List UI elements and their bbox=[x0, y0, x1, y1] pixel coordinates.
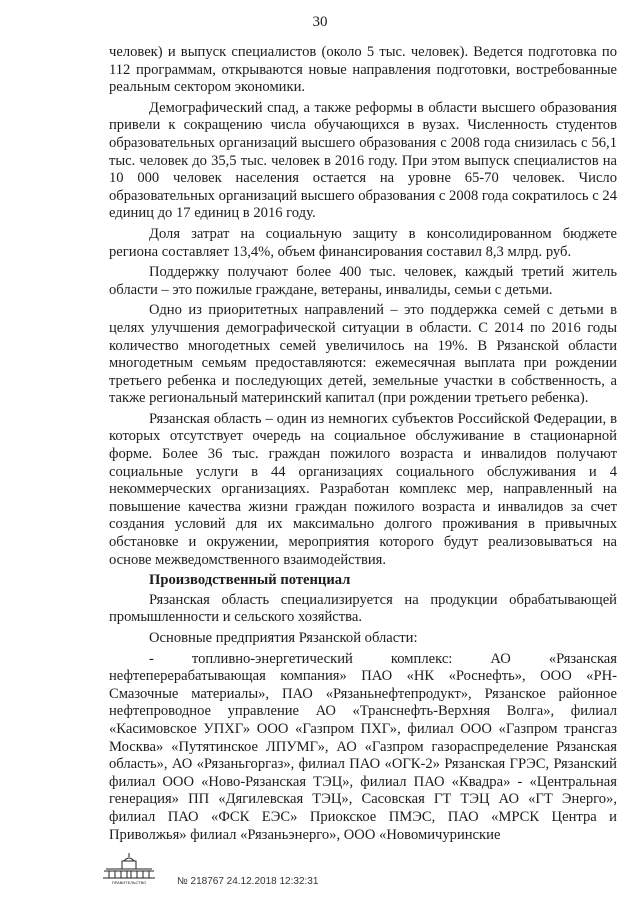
paragraph: Одно из приоритетных направлений – это поддержка семей с детьми в целях улучшения демографической ситуации в области. С 2014 по 2016 годы количество многодетных семей увеличилось на 19%. В Рязанской области многодетным семьям предоставляются: ежемесячная выплата при рождении третьего ребенка и последующих детей, земельные участки в собственность, а также региональный материнский капитал (при рождении третьего ребенка). bbox=[109, 302, 617, 407]
paragraph: человек) и выпуск специалистов (около 5 тыс. человек). Ведется подготовка по 112 программам, открываются новые направления подготовки, востребованные реальным сектором экономики. bbox=[109, 44, 617, 96]
page-number: 30 bbox=[312, 14, 328, 30]
document-stamp: № 218767 24.12.2018 12:32:31 bbox=[177, 876, 319, 887]
paragraph: Рязанская область специализируется на продукции обрабатывающей промышленности и сельского хозяйства. bbox=[109, 591, 617, 626]
document-body bbox=[109, 44, 617, 847]
paragraph: Поддержку получают более 400 тыс. человек, каждый третий житель области – это пожилые граждане, ветераны, инвалиды, семьи с детьми. bbox=[109, 264, 617, 298]
svg-text:ПРАВИТЕЛЬСТВО: ПРАВИТЕЛЬСТВО bbox=[111, 880, 147, 885]
paragraph: Рязанская область – один из немногих субъектов Российской Федерации, в которых отсутствует очередь на социальное обслуживание в стационарной форме. Более 36 тыс. граждан пожилого возраста и инвалидов получают социальные услуги в 44 организациях социального обслуживания и 4 некоммерческих организациях. Разработан комплекс мер, направленный на повышение качества жизни граждан пожилого возраста и инвалидов за счет создания условий для их максимально долгого проживания в привычных обстановке и окружении, мероприятия которого будут реализовываться на основе межведомственного взаимодействия. bbox=[109, 410, 617, 568]
paragraph: Демографический спад, а также реформы в области высшего образования привели к сокращению числа обучающихся в вузах. Численность студентов образовательных организаций высшего образования с 2008 года снизилась с 56,1 тыс. человек до 35,5 тыс. человек в 2016 году. При этом выпуск специалистов на 10 000 человек населения остается на уровне 65-70 человек. Число образовательных организаций высшего образования с 2008 года сократилось с 24 единиц до 17 единиц в 2016 году. bbox=[109, 99, 617, 222]
list-item: - топливно-энергетический комплекс: АО «Рязанская нефтеперерабатывающая компания» ПАО «НК «Роснефть», ООО «РН-Смазочные материалы», ПАО «Рязаньнефтепродукт», Рязанское районное нефтепроводное управление АО «Транснефть-Верхняя Волга», филиал «Касимовское УПХГ» ООО «Газпром ПХГ», филиал ООО «Газпром трансгаз Москва» «Путятинское ЛПУМГ», АО «Газпром газораспределение Рязанская область», АО «Рязаньгоргаз», филиал ПАО «ОГК-2» Рязанская ГРЭС, Рязанский филиал ООО «Ново-Рязанская ТЭЦ», филиал ПАО «Квадра» - «Центральная генерация» ПП «Дягилевская ТЭЦ», Сасовская ГТ ТЭЦ АО «ГТ Энерго», филиал ПАО «ФСК ЕЭС» Приокское ПМЭС, ПАО «МРСК Центра и Приволжья» филиал «Рязаньэнерго», ООО «Новомичуринские bbox=[109, 650, 617, 843]
list-lead: Основные предприятия Рязанской области: bbox=[149, 630, 418, 646]
government-logo bbox=[100, 851, 158, 885]
section-heading: Производственный потенциал bbox=[149, 572, 351, 589]
paragraph: Доля затрат на социальную защиту в консолидированном бюджете региона составляет 13,4%, объем финансирования составил 8,3 млрд. руб. bbox=[109, 225, 617, 260]
